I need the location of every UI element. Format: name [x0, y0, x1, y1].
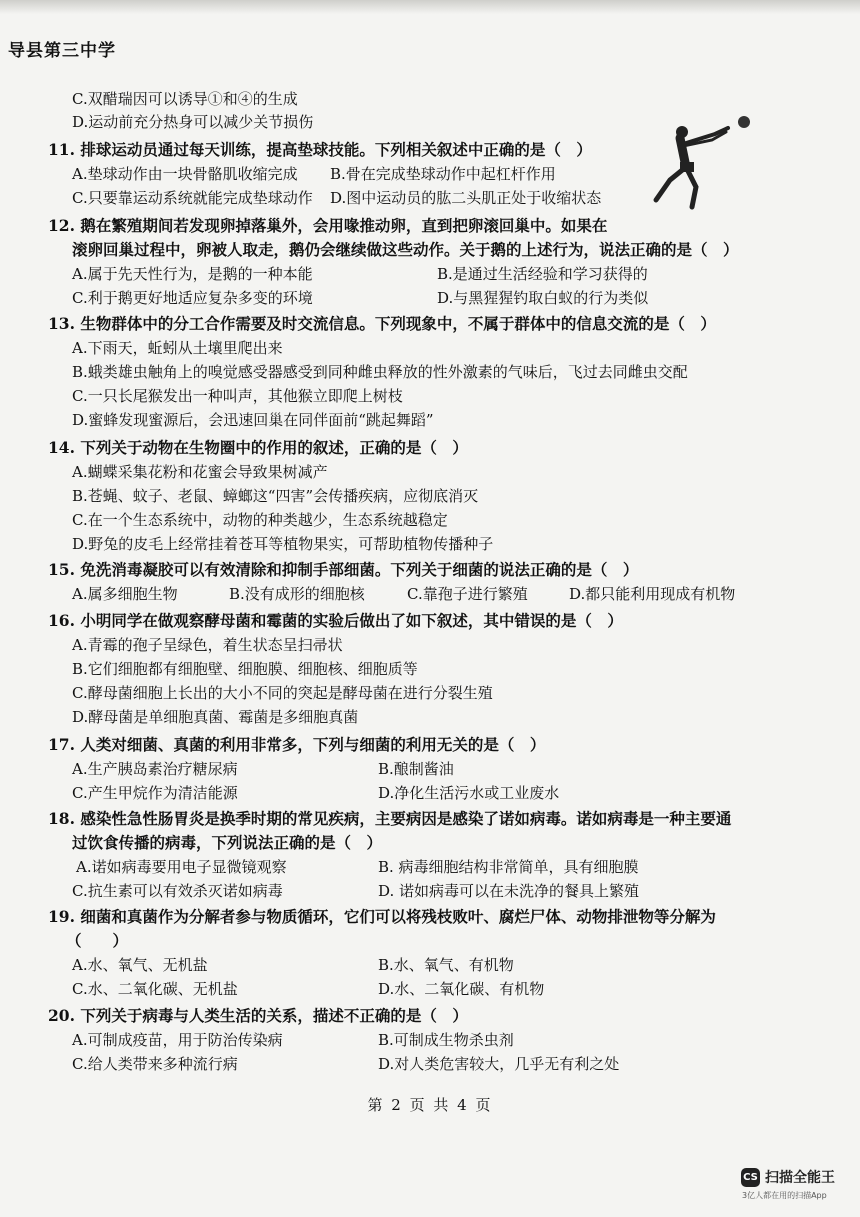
answer-option: B.它们细胞都有细胞壁、细胞膜、细胞核、细胞质等	[72, 660, 418, 678]
scanner-tagline: 3亿人都在用的扫描App	[742, 1191, 827, 1200]
answer-option: B. 病毒细胞结构非常简单，具有细胞膜	[378, 858, 639, 876]
answer-option: A.属多细胞生物	[72, 585, 178, 603]
answer-option: A.下雨天，蚯蚓从土壤里爬出来	[72, 339, 283, 357]
answer-option: B.苍蝇、蚊子、老鼠、蟑螂这“四害”会传播疾病，应彻底消灭	[72, 487, 479, 505]
answer-option: B.骨在完成垫球动作中起杠杆作用	[330, 165, 556, 183]
question-stem: （ ）	[66, 931, 129, 950]
answer-option: C.抗生素可以有效杀灭诺如病毒	[72, 882, 283, 900]
answer-option: C.给人类带来多种流行病	[72, 1055, 238, 1073]
page-footer: 第 2 页 共 4 页	[367, 1096, 493, 1114]
answer-option: D.运动前充分热身可以减少关节损伤	[72, 113, 314, 131]
answer-option: C.双醋瑞因可以诱导①和④的生成	[72, 90, 298, 108]
answer-option: D.净化生活污水或工业废水	[378, 784, 560, 802]
answer-option: A.垫球动作由一块骨骼肌收缩完成	[72, 165, 298, 183]
answer-option: C.只要靠运动系统就能完成垫球动作	[72, 189, 313, 207]
answer-option: A.水、氧气、无机盐	[72, 956, 208, 974]
answer-option: C.靠孢子进行繁殖	[407, 585, 528, 603]
question-stem: 17. 人类对细菌、真菌的利用非常多，下列与细菌的利用无关的是（ ）	[48, 735, 546, 754]
question-stem: 19. 细菌和真菌作为分解者参与物质循环，它们可以将残枝败叶、腐烂尸体、动物排泄物等分解为	[48, 907, 716, 926]
scanner-logo-icon: CS	[741, 1168, 760, 1187]
answer-option: C.酵母菌细胞上长出的大小不同的突起是酵母菌在进行分裂生殖	[72, 684, 493, 702]
answer-option: A.诺如病毒要用电子显微镜观察	[76, 858, 287, 876]
volleyball-player-icon	[640, 112, 760, 212]
question-stem: 15. 免洗消毒凝胶可以有效清除和抑制手部细菌。下列关于细菌的说法正确的是（ ）	[48, 560, 639, 579]
answer-option: D. 诺如病毒可以在未洗净的餐具上繁殖	[378, 882, 640, 900]
question-stem: 16. 小明同学在做观察酵母菌和霉菌的实验后做出了如下叙述，其中错误的是（ ）	[48, 611, 623, 630]
question-stem: 11. 排球运动员通过每天训练，提高垫球技能。下列相关叙述中正确的是（ ）	[48, 140, 592, 159]
answer-option: C.在一个生态系统中，动物的种类越少，生态系统越稳定	[72, 511, 448, 529]
answer-option: C.利于鹅更好地适应复杂多变的环境	[72, 289, 313, 307]
answer-option: D.与黑猩猩钓取白蚁的行为类似	[437, 289, 649, 307]
scanner-app-name: 扫描全能王	[765, 1170, 835, 1186]
question-stem: 13. 生物群体中的分工合作需要及时交流信息。下列现象中，不属于群体中的信息交流的是（ ）	[48, 314, 716, 333]
answer-option: D.对人类危害较大，几乎无有利之处	[378, 1055, 620, 1073]
answer-option: B.蛾类雄虫触角上的嗅觉感受器感受到同种雌虫释放的性外激素的气味后，飞过去同雌虫交配	[72, 363, 688, 381]
answer-option: D.蜜蜂发现蜜源后，会迅速回巢在同伴面前“跳起舞蹈”	[72, 411, 434, 429]
answer-option: C.水、二氧化碳、无机盐	[72, 980, 238, 998]
answer-option: A.青霉的孢子呈绿色，着生状态呈扫帚状	[72, 636, 343, 654]
answer-option: A.生产胰岛素治疗糖尿病	[72, 760, 238, 778]
question-stem: 过饮食传播的病毒，下列说法正确的是（ ）	[72, 833, 383, 852]
school-name: 导县第三中学	[8, 41, 116, 61]
answer-option: D.酵母菌是单细胞真菌、霉菌是多细胞真菌	[72, 708, 359, 726]
answer-option: C.一只长尾猴发出一种叫声，其他猴立即爬上树枝	[72, 387, 403, 405]
answer-option: B.没有成形的细胞核	[229, 585, 365, 603]
answer-option: B.可制成生物杀虫剂	[378, 1031, 514, 1049]
answer-option: D.野兔的皮毛上经常挂着苍耳等植物果实，可帮助植物传播种子	[72, 535, 494, 553]
question-stem: 14. 下列关于动物在生物圈中的作用的叙述，正确的是（ ）	[48, 438, 468, 457]
answer-option: B.水、氧气、有机物	[378, 956, 514, 974]
answer-option: B.酿制酱油	[378, 760, 454, 778]
question-stem: 18. 感染性急性肠胃炎是换季时期的常见疾病，主要病因是感染了诺如病毒。诺如病毒是一种主要通	[48, 809, 732, 828]
question-stem: 12. 鹅在繁殖期间若发现卵掉落巢外，会用喙推动卵，直到把卵滚回巢中。如果在	[48, 216, 608, 235]
question-stem: 20. 下列关于病毒与人类生活的关系，描述不正确的是（ ）	[48, 1006, 468, 1025]
scan-edge	[0, 0, 860, 14]
answer-option: A.属于先天性行为，是鹅的一种本能	[72, 265, 313, 283]
answer-option: D.水、二氧化碳、有机物	[378, 980, 545, 998]
answer-option: A.蝴蝶采集花粉和花蜜会导致果树减产	[72, 463, 328, 481]
question-stem: 滚卵回巢过程中，卵被人取走，鹅仍会继续做这些动作。关于鹅的上述行为，说法正确的是（ ）	[72, 240, 739, 259]
answer-option: B.是通过生活经验和学习获得的	[437, 265, 648, 283]
answer-option: C.产生甲烷作为清洁能源	[72, 784, 238, 802]
answer-option: D.都只能利用现成有机物	[569, 585, 736, 603]
answer-option: D.图中运动员的肱二头肌正处于收缩状态	[330, 189, 602, 207]
answer-option: A.可制成疫苗，用于防治传染病	[72, 1031, 283, 1049]
